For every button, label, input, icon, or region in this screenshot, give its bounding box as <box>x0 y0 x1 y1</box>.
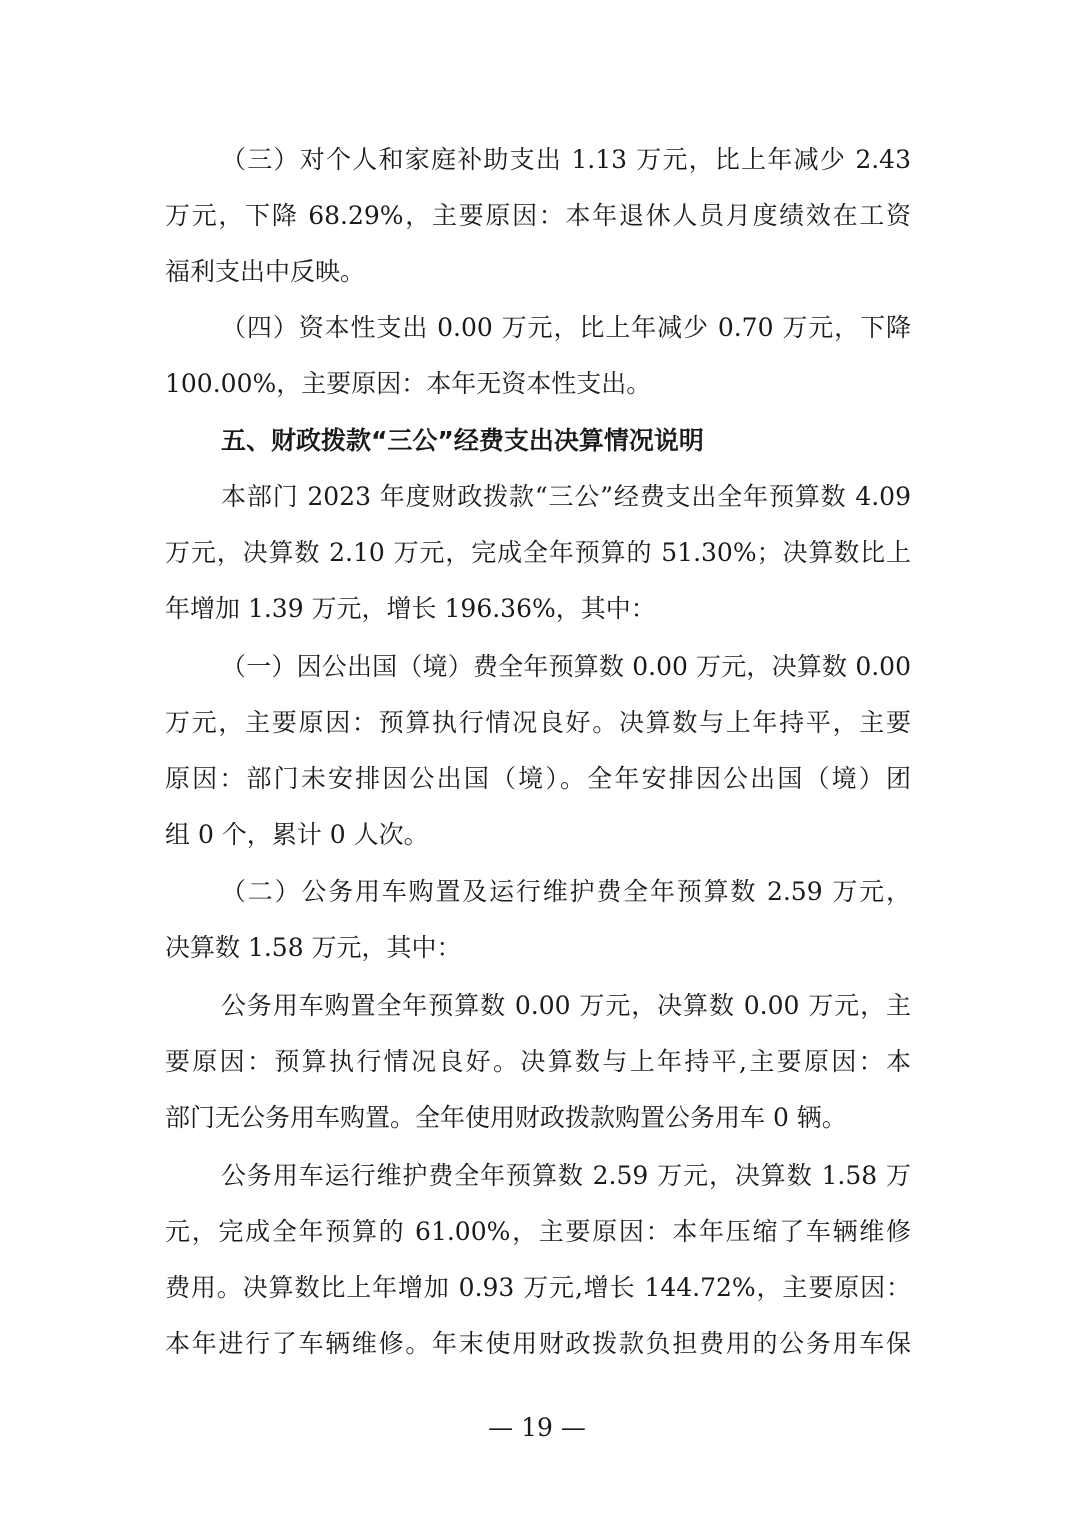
text-line: 部门无公务用车购置。全年使用财政拨款购置公务用车 0 辆。 <box>165 1103 847 1132</box>
text-line: 福利支出中反映。 <box>165 257 366 286</box>
text-line: （二）公务用车购置及运行维护费全年预算数 2.59 万元， <box>221 877 911 906</box>
text-line: 公务用车运行维护费全年预算数 2.59 万元，决算数 1.58 万 <box>221 1161 911 1190</box>
text-line: 决算数 1.58 万元，其中： <box>165 933 462 962</box>
text-line: （四）资本性支出 0.00 万元，比上年减少 0.70 万元，下降 <box>221 313 911 342</box>
text-line: 费用。决算数比上年增加 0.93 万元,增长 144.72%，主要原因： <box>165 1273 911 1302</box>
text-line: 年增加 1.39 万元，增长 196.36%，其中： <box>165 594 656 623</box>
text-line: （一）因公出国（境）费全年预算数 0.00 万元，决算数 0.00 <box>221 652 911 681</box>
text-line: 万元，下降 68.29%，主要原因：本年退休人员月度绩效在工资 <box>165 201 911 230</box>
page-number: — 19 — <box>488 1413 586 1442</box>
text-line: 要原因：预算执行情况良好。决算数与上年持平,主要原因：本 <box>165 1047 911 1076</box>
section-heading: 五、财政拨款“三公”经费支出决算情况说明 <box>221 426 704 455</box>
text-line: 本部门 2023 年度财政拨款“三公”经费支出全年预算数 4.09 <box>221 482 911 511</box>
text-line: 万元，主要原因：预算执行情况良好。决算数与上年持平，主要 <box>165 708 911 737</box>
text-line: 原因：部门未安排因公出国（境）。全年安排因公出国（境）团 <box>165 764 911 793</box>
text-line: 元，完成全年预算的 61.00%，主要原因：本年压缩了车辆维修 <box>165 1217 911 1246</box>
text-line: 100.00%，主要原因：本年无资本性支出。 <box>165 369 652 398</box>
text-line: 本年进行了车辆维修。年末使用财政拨款负担费用的公务用车保 <box>165 1329 911 1358</box>
text-line: 组 0 个，累计 0 人次。 <box>165 820 429 849</box>
text-line: （三）对个人和家庭补助支出 1.13 万元，比上年减少 2.43 <box>221 145 911 174</box>
text-line: 公务用车购置全年预算数 0.00 万元，决算数 0.00 万元，主 <box>221 991 911 1020</box>
text-line: 万元，决算数 2.10 万元，完成全年预算的 51.30%；决算数比上 <box>165 538 911 567</box>
